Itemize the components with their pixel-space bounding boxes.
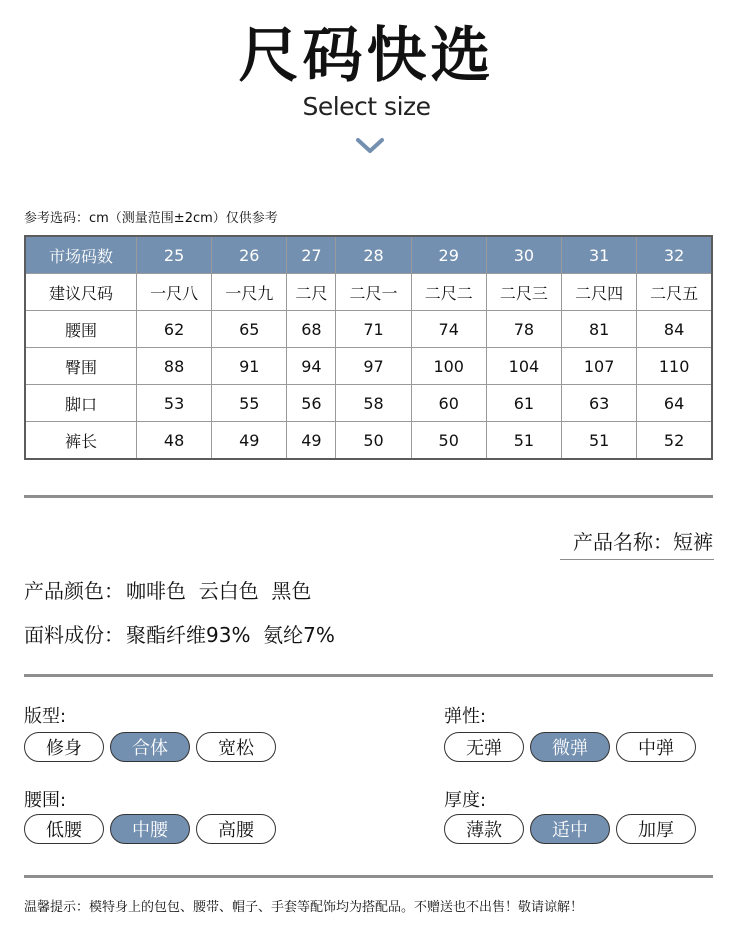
table-cell: 78 — [486, 311, 561, 348]
size-reference-note: 参考选码：cm（测量范围±2cm）仅供参考 — [24, 211, 278, 226]
size-header-cell: 25 — [137, 236, 212, 274]
table-row — [25, 274, 712, 311]
table-cell: 56 — [287, 385, 336, 422]
table-cell: 68 — [287, 311, 336, 348]
fit-option-regular[interactable]: 合体 — [110, 732, 190, 762]
table-cell: 64 — [637, 385, 712, 422]
divider — [24, 495, 713, 498]
table-cell: 49 — [212, 422, 287, 460]
table-cell: 97 — [336, 348, 411, 385]
footer-tip: 温馨提示：模特身上的包包、腰带、帽子、手套等配饰均为搭配品。不赠送也不出售！敬请谅解！ — [24, 900, 584, 915]
table-cell: 84 — [637, 311, 712, 348]
table-cell: 二尺二 — [411, 274, 486, 311]
size-header-cell: 32 — [637, 236, 712, 274]
table-cell: 51 — [562, 422, 637, 460]
thickness-options — [444, 814, 696, 844]
waist-option-mid[interactable]: 中腰 — [110, 814, 190, 844]
table-cell: 94 — [287, 348, 336, 385]
size-header-cell: 28 — [336, 236, 411, 274]
table-cell: 107 — [562, 348, 637, 385]
table-cell: 52 — [637, 422, 712, 460]
size-table-header-row — [25, 236, 712, 274]
thickness-option-medium[interactable]: 适中 — [530, 814, 610, 844]
table-cell: 50 — [411, 422, 486, 460]
elasticity-option-none[interactable]: 无弹 — [444, 732, 524, 762]
page-title: 尺码快选 — [238, 21, 495, 91]
product-color — [24, 575, 311, 604]
table-cell: 51 — [486, 422, 561, 460]
divider — [560, 559, 714, 560]
row-label: 臀围 — [25, 348, 137, 385]
size-header-cell: 27 — [287, 236, 336, 274]
table-cell: 58 — [336, 385, 411, 422]
table-cell: 二尺三 — [486, 274, 561, 311]
elasticity-option-slight[interactable]: 微弹 — [530, 732, 610, 762]
table-cell: 60 — [411, 385, 486, 422]
divider — [24, 674, 713, 677]
product-color-label: 产品颜色： — [24, 579, 124, 603]
elasticity-options — [444, 732, 696, 762]
table-cell: 62 — [137, 311, 212, 348]
table-row — [25, 311, 712, 348]
table-cell: 二尺四 — [562, 274, 637, 311]
size-header-label: 市场码数 — [25, 236, 137, 274]
waist-option-high[interactable]: 高腰 — [196, 814, 276, 844]
waist-options — [24, 814, 276, 844]
product-color-value: 咖啡色 云白色 黑色 — [126, 579, 312, 603]
product-fabric-label: 面料成份： — [24, 623, 124, 647]
table-cell: 二尺一 — [336, 274, 411, 311]
table-cell: 53 — [137, 385, 212, 422]
fit-option-slim[interactable]: 修身 — [24, 732, 104, 762]
chevron-down-icon — [355, 136, 385, 156]
table-cell: 74 — [411, 311, 486, 348]
thickness-option-thick[interactable]: 加厚 — [616, 814, 696, 844]
fit-label: 版型: — [24, 706, 67, 727]
row-label: 裤长 — [25, 422, 137, 460]
table-cell: 48 — [137, 422, 212, 460]
product-fabric-value: 聚酯纤维93% 氨纶7% — [126, 623, 335, 647]
table-row — [25, 385, 712, 422]
thickness-label: 厚度: — [444, 790, 487, 811]
row-label: 脚口 — [25, 385, 137, 422]
thickness-option-thin[interactable]: 薄款 — [444, 814, 524, 844]
divider — [24, 875, 713, 878]
table-cell: 49 — [287, 422, 336, 460]
table-row — [25, 348, 712, 385]
table-cell: 81 — [562, 311, 637, 348]
waist-label: 腰围: — [24, 790, 67, 811]
table-row — [25, 422, 712, 460]
table-cell: 65 — [212, 311, 287, 348]
product-name-value: 短裤 — [673, 530, 713, 554]
size-header-cell: 30 — [486, 236, 561, 274]
size-header-cell: 29 — [411, 236, 486, 274]
table-cell: 50 — [336, 422, 411, 460]
table-cell: 一尺八 — [137, 274, 212, 311]
row-label: 建议尺码 — [25, 274, 137, 311]
size-header-cell: 26 — [212, 236, 287, 274]
table-cell: 二尺五 — [637, 274, 712, 311]
product-name-label: 产品名称： — [573, 530, 673, 554]
table-cell: 二尺 — [287, 274, 336, 311]
elasticity-option-medium[interactable]: 中弹 — [616, 732, 696, 762]
table-cell: 100 — [411, 348, 486, 385]
product-name — [573, 526, 713, 555]
waist-option-low[interactable]: 低腰 — [24, 814, 104, 844]
table-cell: 61 — [486, 385, 561, 422]
table-cell: 一尺九 — [212, 274, 287, 311]
size-table — [24, 235, 713, 460]
table-cell: 55 — [212, 385, 287, 422]
table-cell: 110 — [637, 348, 712, 385]
table-cell: 91 — [212, 348, 287, 385]
fit-options — [24, 732, 276, 762]
table-cell: 63 — [562, 385, 637, 422]
table-cell: 71 — [336, 311, 411, 348]
page-subtitle: Select size — [302, 92, 431, 121]
fit-option-loose[interactable]: 宽松 — [196, 732, 276, 762]
product-fabric — [24, 619, 335, 648]
table-cell: 104 — [486, 348, 561, 385]
elasticity-label: 弹性: — [444, 706, 487, 727]
table-cell: 88 — [137, 348, 212, 385]
row-label: 腰围 — [25, 311, 137, 348]
size-header-cell: 31 — [562, 236, 637, 274]
